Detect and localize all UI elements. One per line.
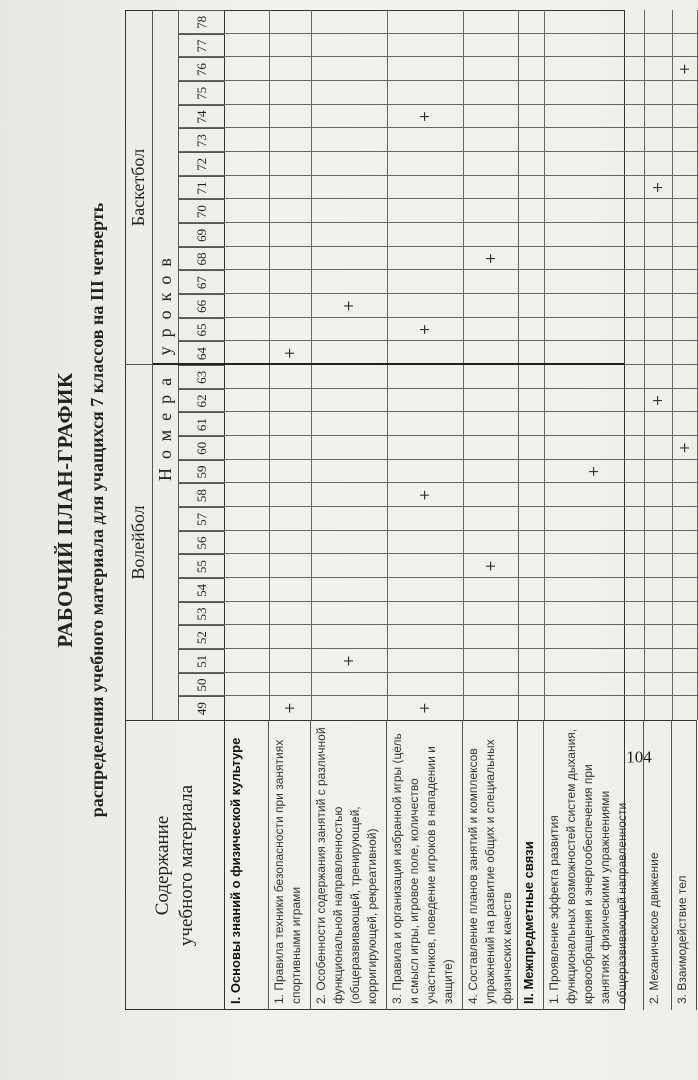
lesson-number: 49 bbox=[179, 696, 225, 720]
lesson-number: 77 bbox=[179, 34, 225, 58]
plus-mark: + bbox=[650, 394, 666, 407]
lesson-number: 76 bbox=[179, 57, 225, 81]
section-volleyball: Волейбол bbox=[125, 365, 153, 720]
column-line bbox=[179, 222, 697, 223]
column-line bbox=[179, 435, 697, 436]
column-line bbox=[179, 56, 697, 57]
lesson-number: 61 bbox=[179, 412, 225, 436]
column-line bbox=[179, 246, 697, 247]
content-row: 1. Проявление эффекта развития функциональных возможностей систем дыхания, кровообращения и энергообеспечения при занятиях физическими упражнениями общеразвивающей направленности bbox=[544, 720, 644, 1010]
lesson-number: 74 bbox=[179, 105, 225, 129]
lesson-number: 65 bbox=[179, 318, 225, 342]
lesson-number: 57 bbox=[179, 507, 225, 531]
lesson-number: 72 bbox=[179, 152, 225, 176]
plus-mark: + bbox=[417, 702, 433, 715]
lesson-number: 55 bbox=[179, 554, 225, 578]
plus-mark: + bbox=[676, 63, 693, 76]
section-basketball: Баскетбол bbox=[125, 10, 153, 365]
row-line bbox=[387, 10, 388, 720]
column-line bbox=[179, 530, 697, 531]
page-title: РАБОЧИЙ ПЛАН-ГРАФИК bbox=[53, 372, 77, 648]
row-line bbox=[544, 10, 545, 720]
header-content-line2: учебного материала bbox=[175, 784, 197, 947]
lesson-number: 64 bbox=[179, 341, 225, 365]
lesson-number: 50 bbox=[179, 673, 225, 697]
title-block bbox=[25, 10, 125, 1010]
header-content bbox=[125, 720, 225, 1010]
content-row: 2. Механическое движение bbox=[644, 720, 672, 1010]
content-row: 3. Взаимодействие тел bbox=[672, 720, 697, 1010]
content-row: 3. Правила и организация избранной игры (цель и смысл игры, игровое поле, количество участников, поведение игроков в нападении и защите) bbox=[387, 720, 463, 1010]
plus-mark: + bbox=[282, 347, 298, 360]
column-line bbox=[179, 601, 697, 602]
column-line bbox=[179, 151, 697, 152]
lesson-number: 71 bbox=[179, 176, 225, 200]
column-line bbox=[179, 459, 697, 460]
plus-mark: + bbox=[482, 560, 499, 573]
lesson-number: 66 bbox=[179, 294, 225, 318]
quarter-divider-line bbox=[153, 363, 625, 365]
lesson-number: 58 bbox=[179, 483, 225, 507]
plus-mark: + bbox=[417, 323, 433, 336]
content-row: 4. Составление планов занятий и комплексов упражнений на развитие общих и специальных физических качеств bbox=[463, 720, 518, 1010]
column-line bbox=[179, 33, 697, 34]
row-line bbox=[518, 10, 519, 720]
column-line bbox=[179, 198, 697, 199]
column-line bbox=[179, 388, 697, 389]
page-number-area bbox=[626, 10, 652, 1010]
column-line bbox=[179, 577, 697, 578]
column-line bbox=[179, 317, 697, 318]
column-line bbox=[179, 506, 697, 507]
plus-mark: + bbox=[417, 110, 433, 123]
plus-mark: + bbox=[586, 465, 602, 478]
plus-mark: + bbox=[341, 299, 357, 312]
column-line bbox=[179, 104, 697, 105]
column-line bbox=[179, 127, 697, 128]
plus-mark: + bbox=[650, 181, 666, 194]
lesson-number: 53 bbox=[179, 602, 225, 626]
lesson-number: 52 bbox=[179, 625, 225, 649]
lesson-number: 60 bbox=[179, 436, 225, 460]
lesson-number: 75 bbox=[179, 81, 225, 105]
row-line bbox=[269, 10, 270, 720]
section-row: I. Основы знаний о физической культуре bbox=[225, 720, 269, 1010]
column-line bbox=[179, 695, 697, 696]
content-row: 1. Правила техники безопасности при занятиях спортивными играми bbox=[269, 720, 311, 1010]
lesson-number: 54 bbox=[179, 578, 225, 602]
lesson-number: 63 bbox=[179, 365, 225, 389]
column-line bbox=[179, 672, 697, 673]
content-row: 2. Особенности содержания занятий с различной функциональной направленностью (общеразвивающей, тренирующей, корригирующей, рекреативной) bbox=[311, 720, 387, 1010]
column-line bbox=[179, 648, 697, 649]
plus-mark: + bbox=[282, 702, 298, 715]
page-subtitle: распределения учебного материала для учащихся 7 классов на III четверть bbox=[87, 202, 107, 818]
column-line bbox=[179, 340, 697, 341]
lesson-number: 70 bbox=[179, 199, 225, 223]
column-line bbox=[179, 269, 697, 270]
column-line bbox=[179, 553, 697, 554]
column-line bbox=[179, 175, 697, 176]
lesson-number: 73 bbox=[179, 128, 225, 152]
column-line bbox=[179, 482, 697, 483]
lesson-number: 69 bbox=[179, 223, 225, 247]
lesson-number: 78 bbox=[179, 10, 225, 34]
section-row: II. Межпредметные связи bbox=[518, 720, 544, 1010]
column-line bbox=[179, 293, 697, 294]
lesson-number: 62 bbox=[179, 389, 225, 413]
lesson-numbers-label: Номера уроков bbox=[153, 10, 179, 720]
column-line bbox=[179, 411, 697, 412]
plus-mark: + bbox=[676, 441, 693, 454]
row-line bbox=[672, 10, 673, 720]
lesson-number: 56 bbox=[179, 531, 225, 555]
lesson-number: 59 bbox=[179, 460, 225, 484]
header-content-line1: Содержание bbox=[151, 815, 173, 916]
row-line bbox=[311, 10, 312, 720]
rotated-sheet bbox=[25, 10, 693, 1010]
row-line bbox=[463, 10, 464, 720]
plus-mark: + bbox=[417, 489, 433, 502]
plus-mark: + bbox=[482, 252, 499, 265]
column-line bbox=[179, 80, 697, 81]
column-line bbox=[179, 624, 697, 625]
plus-mark: + bbox=[341, 654, 357, 667]
lesson-number: 67 bbox=[179, 270, 225, 294]
page-number: 104 bbox=[626, 747, 652, 767]
lesson-number: 51 bbox=[179, 649, 225, 673]
lesson-number: 68 bbox=[179, 247, 225, 271]
